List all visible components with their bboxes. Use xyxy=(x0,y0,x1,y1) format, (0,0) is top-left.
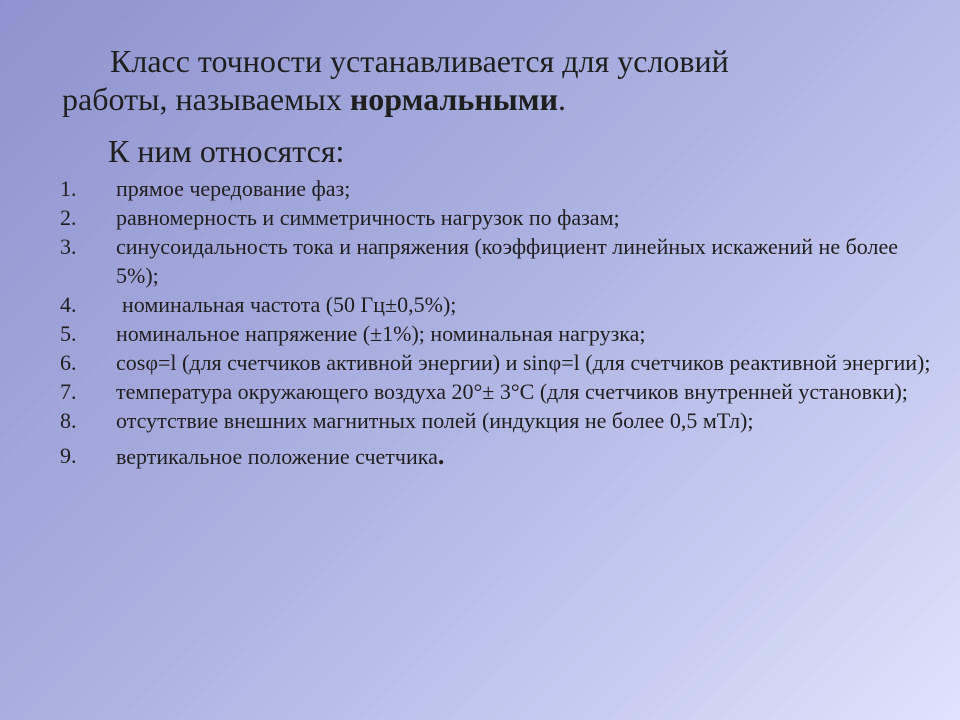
list-item xyxy=(60,319,940,348)
intro-line-2-start: работы, называемых xyxy=(62,81,350,117)
list-item-text: прямое чередование фаз; xyxy=(116,176,351,201)
intro-line-1: Класс точности устанавливается для условий xyxy=(110,43,729,79)
list-item xyxy=(60,174,940,203)
list-item-text xyxy=(116,441,940,471)
list-item xyxy=(60,406,940,435)
list-item xyxy=(60,377,940,406)
list-heading: К ним относятся: xyxy=(108,133,345,169)
list-item xyxy=(60,441,940,471)
list-item-number: 3. xyxy=(60,234,77,259)
list-item-text: номинальная частота (50 Гц±0,5%); xyxy=(122,292,457,317)
list-item-text: номинальное напряжение (±1%); номинальная нагрузка; xyxy=(116,321,646,346)
list-item-text: температура окружающего воздуха 20°± 3°С (для счетчиков внутренней установки); xyxy=(116,379,908,404)
list-item xyxy=(60,290,940,319)
intro-bold-term: нормальными xyxy=(349,81,558,117)
intro-line-2 xyxy=(62,80,922,118)
list-item-number: 2. xyxy=(60,205,77,230)
list-item-number: 7. xyxy=(60,379,77,404)
list-item-number: 4. xyxy=(60,292,77,317)
list-item-text: cosφ=l (для счетчиков активной энергии) и sinφ=l (для счетчиков реактивной энергии); xyxy=(116,350,931,375)
list-item xyxy=(60,232,940,290)
list-item-text-body: вертикальное положение счетчика xyxy=(116,444,438,469)
list-item-text: равномерность и симметричность нагрузок по фазам; xyxy=(116,205,620,230)
list-item xyxy=(60,348,940,377)
list-item-number: 1. xyxy=(60,176,77,201)
list-item-text: отсутствие внешних магнитных полей (индукция не более 0,5 мТл); xyxy=(116,408,754,433)
intro-paragraph xyxy=(62,42,922,118)
list-item xyxy=(60,203,940,232)
conditions-list xyxy=(60,174,940,471)
list-item-number: 5. xyxy=(60,321,77,346)
list-item-text: синусоидальность тока и напряжения (коэффициент линейных искажений не более 5%); xyxy=(116,234,898,288)
intro-line-2-end: . xyxy=(558,81,566,117)
list-item-end-period: . xyxy=(437,441,445,470)
list-item-number: 8. xyxy=(60,408,77,433)
list-item-number: 9. xyxy=(60,443,77,468)
list-item-number: 6. xyxy=(60,350,77,375)
